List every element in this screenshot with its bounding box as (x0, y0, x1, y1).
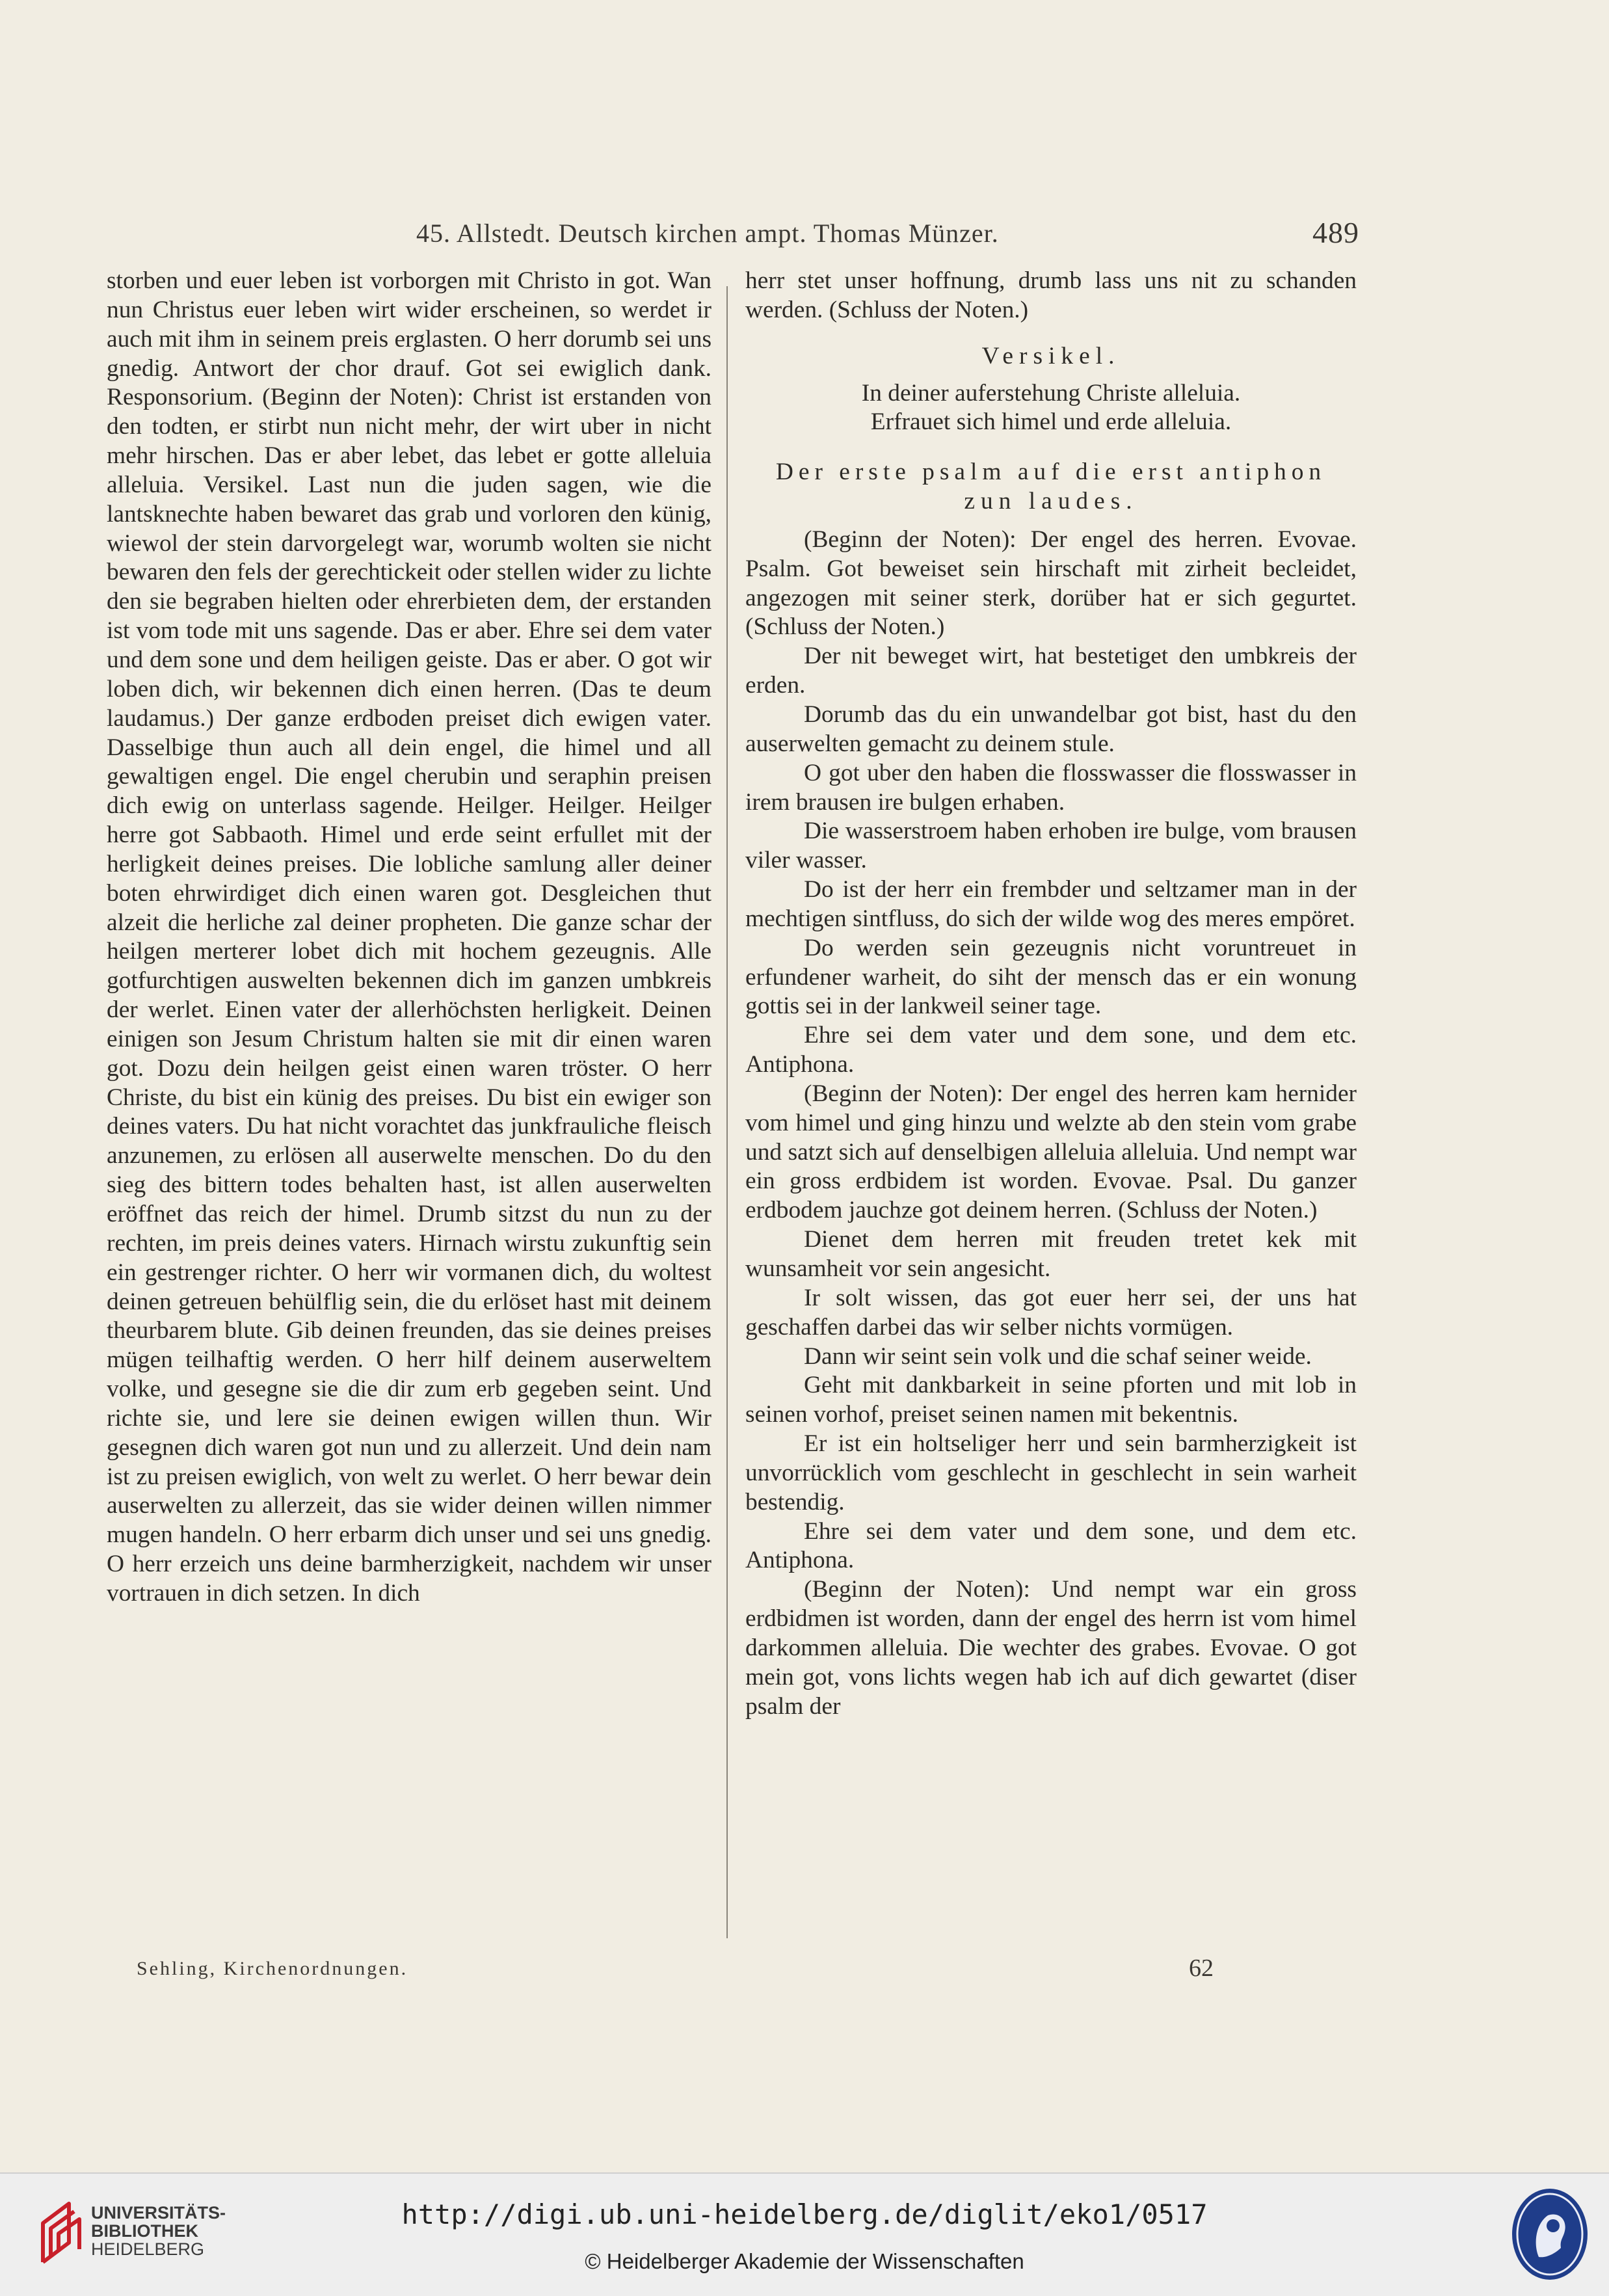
sheet-number: 62 (1189, 1955, 1214, 1982)
right-paragraph: Geht mit dankbarkeit in seine pforten und mit lob in seinen vorhof, preiset seinen namen mit bekentnis. (745, 1372, 1357, 1428)
right-paragraph: Do werden sein gezeugnis nicht voruntreuet in erfundener warheit, do siht der mensch das er ein wonung gottis sei in der lankweil seiner tage. (745, 934, 1357, 1020)
right-paragraph: Der nit beweget wirt, hat bestetiget den umbkreis der erden. (745, 643, 1357, 699)
academy-seal-icon[interactable] (1508, 2185, 1592, 2283)
column-rule (726, 286, 728, 1938)
running-title: 45. Allstedt. Deutsch kirchen ampt. Thomas Münzer. (416, 219, 999, 248)
footer-signature: Sehling, Kirchenordnungen. (137, 1958, 408, 1979)
page-number: 489 (1312, 216, 1359, 249)
library-name-line: UNIVERSITÄTS- (91, 2203, 226, 2223)
right-paragraph: Er ist ein holtseliger herr und sein barmherzigkeit ist unvorrücklich vom geschlecht in geschlecht in sein warheit bestendig. (745, 1430, 1357, 1515)
library-name-line: BIBLIOTHEK (91, 2221, 198, 2241)
right-paragraph: O got uber den haben die flosswasser die flosswasser in irem brausen ire bulgen erhaben. (745, 759, 1357, 816)
library-name-line: HEIDELBERG (91, 2239, 205, 2259)
right-paragraph: Ehre sei dem vater und dem sone, und dem etc. Antiphona. (745, 1022, 1357, 1078)
right-intro: herr stet unser hoffnung, drumb lass uns nit zu schanden werden. (Schluss der Noten.) (745, 267, 1357, 323)
permalink-url[interactable]: http://digi.ub.uni-heidelberg.de/diglit/eko1/0517 (401, 2198, 1208, 2230)
right-paragraph: Ir solt wissen, das got euer herr sei, der uns hat geschaffen darbei das wir selber nichts vormügen. (745, 1284, 1357, 1341)
versikel-heading: Versikel. (981, 342, 1121, 369)
right-paragraph: (Beginn der Noten): Der engel des herren. Evovae. Psalm. Got beweiset sein hirschaft mit zirheit becleidet, angezogen mit seiner sterk, dorüber hat er sich gegurtet. (Schluss der Noten.) (745, 526, 1357, 641)
psalm-heading: Der erste psalm auf die erst antiphon (775, 459, 1327, 486)
right-paragraph: Do ist der herr ein frembder und seltzamer man in der mechtigen sintfluss, do sich der wilde wog des meres empöret. (745, 876, 1357, 932)
left-column (107, 267, 711, 1609)
right-paragraph: Dienet dem herren mit freuden tretet kek mit wunsamheit vor sein angesicht. (745, 1226, 1357, 1282)
right-paragraph: Ehre sei dem vater und dem sone, und dem etc. Antiphona. (745, 1517, 1357, 1574)
versikel-line: Erfrauet sich himel und erde alleluia. (870, 408, 1232, 436)
right-paragraph: Dorumb das du ein unwandelbar got bist, hast du den auserwelten gemacht zu deinem stule. (745, 701, 1357, 757)
versikel-line: In deiner auferstehung Christe alleluia. (861, 379, 1241, 407)
right-paragraph: (Beginn der Noten): Und nempt war ein gross erdbidmen ist worden, dann der engel des herrn ist vom himel darkommen alleluia. Die wechter des grabes. Evovae. O got mein got, vons lichts wegen hab ich auf dich gewartet (diser psalm der (745, 1576, 1357, 1720)
right-paragraph: Die wasserstroem haben erhoben ire bulge, vom brausen viler wasser. (745, 818, 1357, 874)
right-column (745, 267, 1357, 1722)
psalm-heading: zun laudes. (964, 488, 1138, 515)
copyright-notice: © Heidelberger Akademie der Wissenschaften (585, 2249, 1024, 2273)
running-header (416, 218, 1359, 248)
right-paragraph: (Beginn der Noten): Der engel des herren kam hernider vom himel und ging hinzu und welzte ab den stein vom grabe und satzt sich auf denselbigen alleluia alleluia. Und nempt war ein gross erdbidem ist worden. Evovae. Psal. Du ganzer erdbodem jauchze got deinem herren. (Schluss der Noten.) (745, 1080, 1357, 1224)
right-paragraph: Dann wir seint sein volk und die schaf seiner weide. (804, 1342, 1312, 1370)
library-bar (0, 2172, 1609, 2296)
left-paragraph: storben und euer leben ist vorborgen mit Christo in got. Wan nun Christus euer leben wirt wider erscheinen, so werdet ir auch mit ihm in seinem preis erglasten. O herr dorumb sei uns gnedig. Antwort der chor drauf. Got sei ewiglich dank. Responsorium. (Beginn der Noten): Christ ist erstanden von den todten, er stirbt nun nicht mehr, der wirt uber in nicht mehr hirschen. Das er aber lebet, das lebet er gotte alleluia alleluia. Versikel. Last nun die juden sagen, wie die lantsknechte haben bewaret das grab und vorloren den künig, wiewol der stein darvorgelegt war, worumb wolten sie nicht bewaren den fels der gerechtickeit oder stellen wider zu lichte den sie begraben hielten oder ehrerbieten dem, der erstanden ist vom tode mit uns sagende. Das er aber. Ehre sei dem vater und dem sone und dem heiligen geiste. Das er aber. O got wir loben dich, wir bekennen dich einen herren. (Das te deum laudamus.) Der ganze erdboden preiset dich ewigen vater. Dasselbige thun auch all dein engel, die himel und all gewaltigen engel. Die engel cherubin und seraphin preisen dich ewig on unterlass sagende. Heilger. Heilger. Heilger herre got Sabbaoth. Himel und erde seint erfullet mit der herligkeit deines preises. Die lobliche samlung aller deiner boten ehrwirdiget dich einen waren got. Desgleichen thut alzeit die herliche zal deiner propheten. Die ganze schar der heilgen merterer lobet dich mit hochem gezeugnis. Alle gotfurchtigen auswelten bekennen dich im ganzen umbkreis der werlet. Einen vater der allerhöchsten herligkeit. Deinen einigen son Jesum Christum halten sie mit dir einen waren got. Dozu dein heilgen geist einen waren tröster. O herr Christe, du bist ein künig des preises. Du bist ein ewiger son deines vaters. Du hat nicht vorachtet das junkfrauliche fleisch anzunemen, zu erlösen all auserwelte menschen. Do du den sieg des bittern todes behalten hast, ist allen auserwelten eröffnet das reich der himel. Drumb sitzst du nun zu der rechten, im preis deines vaters. Hirnach wirstu zukunftig sein ein gestrenger richter. O herr wir vormanen dich, du woltest deinen getreuen behülflig sein, die du erlöset hast mit deinem theurbarem blute. Gib deinen freunden, das sie deines preises mügen teilhaftig werden. O herr hilf deinem auserweltem volke, und gesegne sie die dir zum erb gegeben seint. Und richte sie, und lere sie deinen ewigen willen thun. Wir gesegnen dich waren got nun und zu allerzeit. Und dein nam ist zu preisen ewiglich, von welt zu werlet. O herr bewar dein auserwelten zu allerzeit, das sie wider deinen willen nimmer mugen handeln. O herr erbarm dich unser und sei uns gnedig. O herr erzeich uns deine barmherzigkeit, nachdem wir unser vortrauen in dich setzen. In dich (107, 267, 711, 1607)
